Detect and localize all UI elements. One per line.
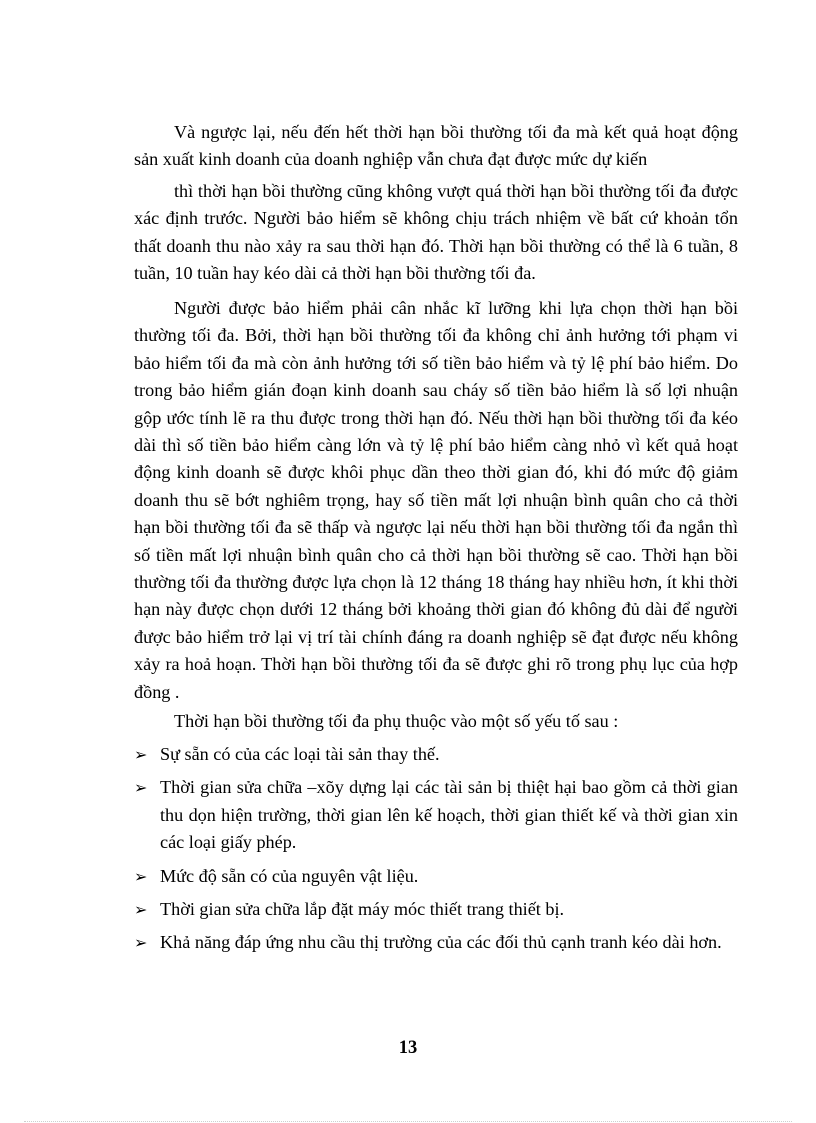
paragraph-text: Và ngược lại, nếu đến hết thời hạn bồi thường tối đa mà kết quả hoạt động sản xuất kinh doanh của doanh nghiệp vẫn chưa đạt được mức dự kiến: [134, 122, 738, 170]
list-item-text: Sự sẵn có của các loại tài sản thay thế.: [160, 744, 440, 764]
list-item-text: Thời gian sửa chữa lắp đặt máy móc thiết trang thiết bị.: [160, 899, 565, 920]
body-paragraph: [134, 708, 738, 735]
arrow-bullet-icon: ➢: [134, 866, 148, 886]
list-item-text: Mức độ sẵn có của nguyên vật liệu.: [160, 865, 419, 886]
body-paragraph: [134, 295, 738, 706]
list-item: [134, 741, 738, 768]
arrow-bullet-icon: ➢: [134, 900, 148, 920]
paragraph-text: thì thời hạn bồi thường cũng không vượt quá thời hạn bồi thường tối đa được xác định trước. Người bảo hiểm sẽ không chịu trách nhiệm về bất cứ khoản tổn thất doanh thu nào xảy ra sau thời hạn đó. Thời hạn bồi thường có thể là 6 tuần, 8 tuần, 10 tuần hay kéo dài cả thời hạn bồi thường tối đa.: [134, 181, 738, 284]
page-divider: [24, 1121, 792, 1122]
paragraph-text: Người được bảo hiểm phải cân nhắc kĩ lưỡng khi lựa chọn thời hạn bồi thường tối đa. Bởi, thời hạn bồi thường tối đa không chỉ ảnh hưởng tới phạm vi bảo hiểm tối đa mà còn ảnh hưởng tới số tiền bảo hiểm và tỷ lệ phí bảo hiểm. Do trong bảo hiểm gián đoạn kinh doanh sau cháy số tiền bảo hiểm là số lợi nhuận gộp ước tính lẽ ra thu được trong thời hạn đó. Nếu thời hạn bồi thường tối đa kéo dài thì số tiền bảo hiểm càng lớn và tỷ lệ phí bảo hiểm càng nhỏ vì kết quả hoạt động kinh doanh sẽ được khôi phục dần theo thời gian đó, khi đó mức độ giảm doanh thu sẽ bớt nghiêm trọng, hay số tiền mất lợi nhuận bình quân cho cả thời hạn bồi thường tối đa sẽ thấp và ngược lại nếu thời hạn bồi thường tối đa ngắn thì số tiền mất lợi nhuận bình quân cho cả thời hạn bồi thường sẽ cao. Thời hạn bồi thường tối đa thường được lựa chọn là 12 tháng 18 tháng hay nhiều hơn, ít khi thời hạn này được chọn dưới 12 tháng bởi khoảng thời gian đó không đủ dài để người được bảo hiểm trở lại vị trí tài chính đáng ra doanh nghiệp sẽ đạt được nếu không xảy ra hoả hoạn. Thời hạn bồi thường tối đa sẽ được ghi rõ trong phụ lục của hợp đồng .: [134, 298, 738, 702]
body-paragraph: [134, 178, 738, 288]
list-item-text: Thời gian sửa chữa –xõy dựng lại các tài sản bị thiệt hại bao gồm cả thời gian thu dọn hiện trường, thời gian lên kế hoạch, thời gian thiết kế và thời gian xin các loại giấy phép.: [160, 777, 738, 853]
list-item: [134, 774, 738, 856]
arrow-bullet-icon: ➢: [134, 778, 148, 798]
list-item: [134, 896, 738, 923]
factor-list: [134, 741, 738, 963]
body-paragraph: [134, 119, 738, 174]
arrow-bullet-icon: ➢: [134, 933, 148, 953]
arrow-bullet-icon: ➢: [134, 745, 148, 764]
paragraph-text: Thời hạn bồi thường tối đa phụ thuộc vào một số yếu tố sau :: [174, 711, 619, 731]
page-number: 13: [398, 1038, 418, 1058]
list-item-text: Khả năng đáp ứng nhu cầu thị trường của các đối thủ cạnh tranh kéo dài hơn.: [160, 932, 722, 953]
list-item: [134, 863, 738, 890]
list-item: [134, 929, 738, 956]
